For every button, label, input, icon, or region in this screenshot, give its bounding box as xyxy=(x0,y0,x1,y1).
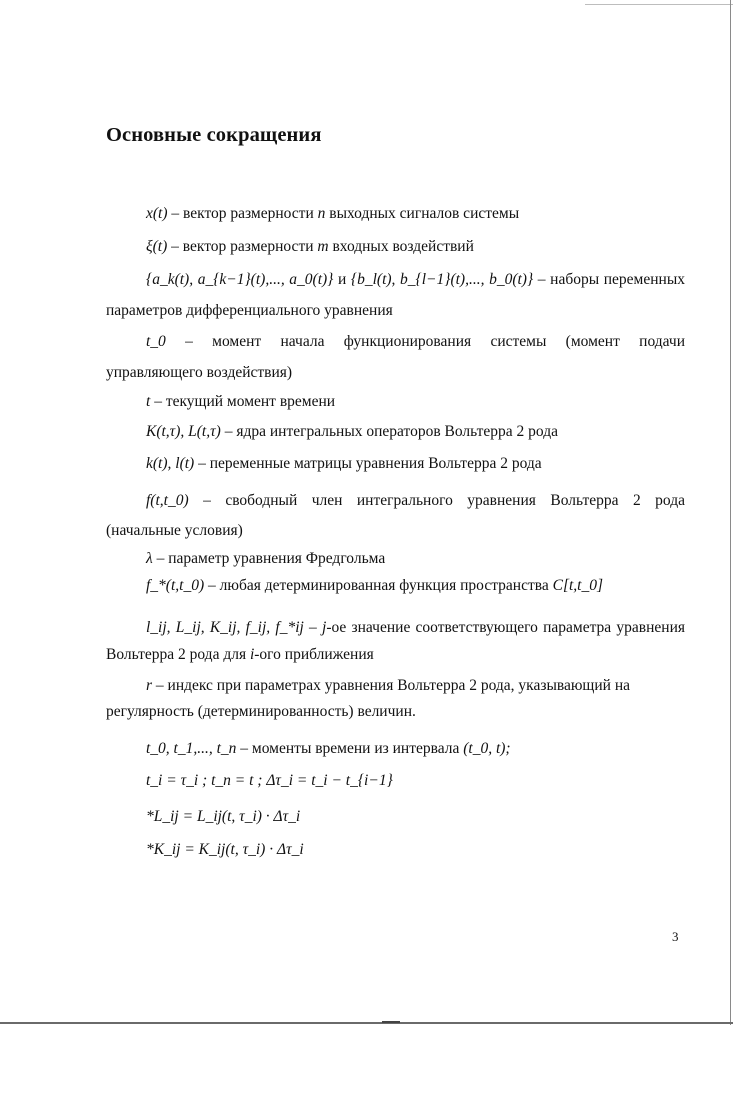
entry-time-moments: t_0, t_1,..., t_n – моменты времени из интервала (t_0, t); xyxy=(146,740,511,757)
entry-current-time: t – текущий момент времени xyxy=(146,393,336,410)
entry-jth-value-cont: Вольтерра 2 рода для i-ого приближения xyxy=(106,646,374,663)
entry-start-moment: t_0 – момент начала функционирования системы (момент подачи xyxy=(146,333,685,350)
entry-output-vector: x(t) – вектор размерности n выходных сигналов системы xyxy=(146,205,520,222)
formula-time-steps: t_i = τ_i ; t_n = t ; Δτ_i = t_i − t_{i−1} xyxy=(146,772,393,789)
entry-matrices: k(t), l(t) – переменные матрицы уравнения Вольтерра 2 рода xyxy=(146,455,542,472)
entry-start-moment-cont: управляющего воздействия) xyxy=(106,364,293,381)
scan-mark xyxy=(382,1021,400,1023)
entry-deterministic-function: f_*(t,t_0) – любая детерминированная функция пространства C[t,t_0] xyxy=(146,577,603,594)
entry-parameter-sets: {a_k(t), a_{k−1}(t),..., a_0(t)} и {b_l(t), b_{l−1}(t),..., b_0(t)} – наборы переменных xyxy=(146,271,685,288)
scan-edge-right xyxy=(730,0,731,1025)
entry-kernels: K(t,τ), L(t,τ) – ядра интегральных операторов Вольтерра 2 рода xyxy=(146,423,558,440)
page-title: Основные сокращения xyxy=(106,124,322,146)
page-number: 3 xyxy=(672,929,679,944)
entry-free-term-cont: (начальные условия) xyxy=(106,522,243,539)
entry-regularity-index: r – индекс при параметрах уравнения Вольтерра 2 рода, указывающий на xyxy=(146,677,631,694)
entry-fredholm-parameter: λ – параметр уравнения Фредгольма xyxy=(146,550,386,567)
scan-edge-bottom xyxy=(0,1022,733,1024)
entry-parameter-sets-cont: параметров дифференциального уравнения xyxy=(106,302,393,319)
formula-K-weighted: *K_ij = K_ij(t, τ_i) · Δτ_i xyxy=(146,841,304,858)
scan-edge-top xyxy=(585,4,733,5)
entry-input-vector: ξ(t) – вектор размерности m входных воздействий xyxy=(146,238,474,255)
entry-jth-value: l_ij, L_ij, K_ij, f_ij, f_*ij – j-ое значение соответствующего параметра уравнения xyxy=(146,619,685,636)
formula-L-weighted: *L_ij = L_ij(t, τ_i) · Δτ_i xyxy=(146,808,301,825)
entry-free-term: f(t,t_0) – свободный член интегрального уравнения Вольтерра 2 рода xyxy=(146,492,685,509)
entry-regularity-index-cont: регулярность (детерминированность) величин. xyxy=(106,703,416,720)
